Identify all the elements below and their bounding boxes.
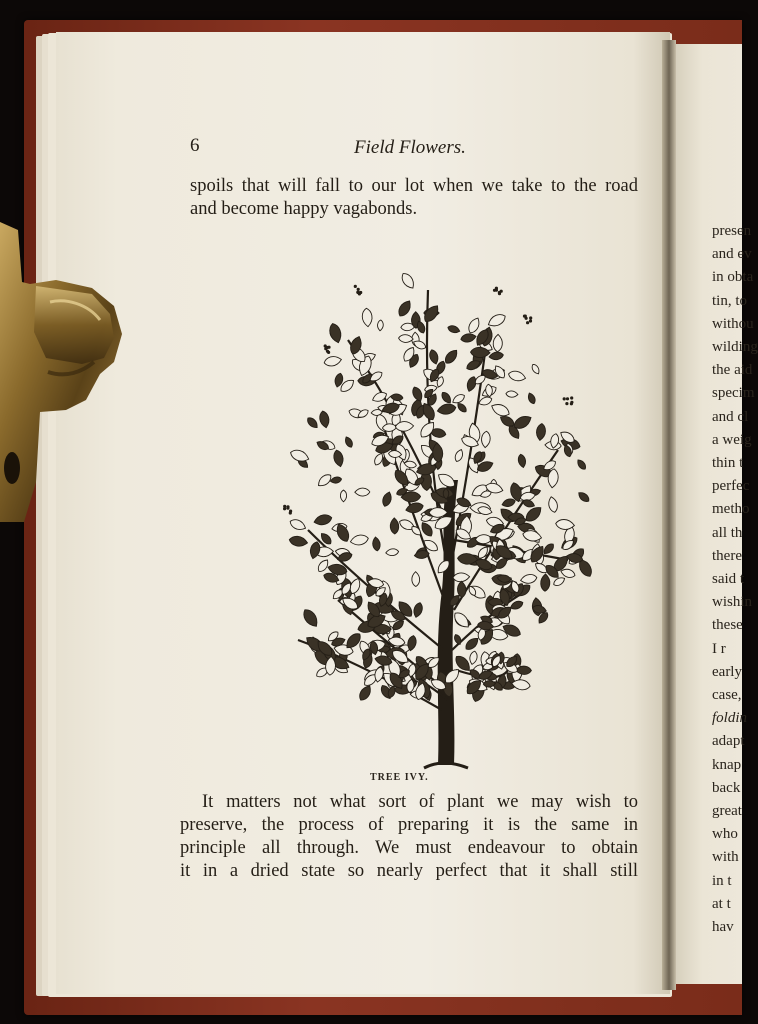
right-page-fragment: perfec bbox=[712, 478, 750, 495]
ivy-berry bbox=[327, 351, 330, 354]
brass-book-clip bbox=[0, 222, 128, 522]
right-page-fragment: said t bbox=[712, 571, 745, 588]
left-page bbox=[56, 32, 670, 994]
tree-leaf bbox=[301, 607, 321, 630]
tree-leaf bbox=[527, 392, 537, 405]
tree-leaf bbox=[506, 391, 518, 398]
tree-leaf bbox=[447, 324, 461, 334]
ivy-berry bbox=[500, 290, 503, 293]
right-page-fragment: back bbox=[712, 779, 741, 796]
tree-leaf bbox=[469, 650, 479, 665]
right-page-fragment: adapt bbox=[712, 733, 745, 750]
ivy-berry bbox=[526, 321, 529, 324]
tree-leaf bbox=[507, 370, 526, 383]
right-page-fragment: in t bbox=[712, 872, 732, 889]
ivy-berry bbox=[529, 319, 532, 322]
tree-leaf bbox=[436, 403, 456, 416]
tree-leaf bbox=[328, 322, 344, 344]
running-head: Field Flowers. bbox=[354, 137, 466, 158]
tree-leaf bbox=[398, 334, 413, 343]
right-page-fragment: early bbox=[712, 663, 742, 680]
tree-leaf bbox=[440, 390, 453, 404]
right-page-fragment: hav bbox=[712, 919, 734, 936]
right-page-fragment: and cl bbox=[712, 408, 749, 425]
ivy-berry bbox=[289, 510, 292, 513]
right-page-fragment: there bbox=[712, 547, 742, 564]
right-page-fragment: great bbox=[712, 803, 742, 820]
ivy-berry bbox=[354, 285, 357, 288]
tree-leaf bbox=[460, 332, 477, 343]
tree-leaf bbox=[385, 548, 399, 556]
right-page-fragment: who bbox=[712, 826, 738, 843]
tree-leaf bbox=[396, 298, 414, 318]
tree-leaf bbox=[377, 320, 383, 331]
right-page-fragment: the aid bbox=[712, 362, 753, 379]
tree-leaf bbox=[452, 610, 472, 631]
tree-leaf bbox=[340, 490, 346, 502]
right-page-fragment: metho bbox=[712, 501, 750, 518]
tree-leaf bbox=[381, 491, 393, 508]
paragraph-bottom bbox=[180, 791, 638, 883]
text-line: principle all through. We must endeavour to obtain bbox=[180, 838, 638, 858]
tree-leaf bbox=[493, 334, 503, 352]
right-page-fragment: knap bbox=[712, 756, 742, 773]
tree-leaf bbox=[362, 308, 373, 327]
right-page-fragment: foldin bbox=[712, 710, 748, 727]
tree-leaf bbox=[501, 498, 516, 509]
tree-leaf bbox=[456, 401, 468, 413]
right-page-fragment: a weig bbox=[712, 431, 752, 448]
tree-leaf bbox=[453, 633, 463, 645]
right-page-fragment: specim bbox=[712, 385, 755, 402]
tree-leaf bbox=[490, 401, 512, 418]
tree-leaf bbox=[576, 458, 588, 471]
book-gutter bbox=[662, 40, 676, 990]
right-page-fragment: presen bbox=[712, 223, 752, 239]
ivy-berry bbox=[563, 397, 566, 400]
tree-leaf bbox=[530, 363, 541, 375]
tree-leaf bbox=[355, 488, 370, 496]
ivy-berry bbox=[283, 507, 286, 510]
tree-leaf bbox=[412, 602, 424, 619]
right-page-fragment: wilding bbox=[712, 339, 758, 356]
tree-roots bbox=[424, 763, 468, 768]
right-page-fragment: all th bbox=[712, 524, 743, 541]
tree-leaf bbox=[305, 416, 319, 430]
tree-leaf bbox=[349, 534, 369, 547]
ivy-berry bbox=[529, 316, 532, 319]
tree-leaf bbox=[547, 496, 559, 513]
tree-leaf bbox=[489, 351, 504, 360]
ivy-berry bbox=[324, 344, 327, 347]
tree-leaf bbox=[542, 542, 556, 556]
tree-leaf bbox=[517, 454, 527, 469]
tree-leaf bbox=[428, 349, 440, 365]
tree-leaf bbox=[410, 525, 423, 538]
tree-leaf bbox=[412, 572, 420, 587]
tree-leaf bbox=[523, 504, 544, 524]
tree-leaf bbox=[288, 517, 307, 532]
tree-leaf bbox=[313, 513, 333, 527]
right-page-fragment: withou bbox=[712, 315, 754, 332]
tree-leaf bbox=[399, 271, 416, 291]
right-page-fragment: in obta bbox=[712, 269, 754, 286]
page-number: 6 bbox=[190, 135, 200, 156]
tree-engraving bbox=[283, 271, 594, 768]
ivy-berry bbox=[565, 402, 568, 405]
right-page-fragment: thin t bbox=[712, 455, 744, 472]
text-line: preserve, the process of preparing it is the same in bbox=[180, 815, 638, 835]
right-page-fragment: case, bbox=[712, 687, 742, 704]
tree-leaf bbox=[466, 316, 482, 335]
right-page-fragment: with bbox=[712, 849, 739, 866]
tree-leaf bbox=[308, 541, 321, 560]
tree-leaf bbox=[520, 573, 538, 584]
ivy-berry bbox=[523, 315, 526, 318]
tree-leaf bbox=[318, 410, 330, 429]
tree-leaf bbox=[535, 423, 546, 441]
right-page bbox=[676, 44, 758, 984]
ivy-berry bbox=[357, 288, 360, 291]
tree-leaf bbox=[372, 536, 381, 551]
tree-leaf bbox=[330, 476, 342, 484]
tree-leaf bbox=[443, 348, 460, 366]
tree-leaf bbox=[316, 558, 331, 574]
tree-ivy-illustration bbox=[228, 230, 578, 770]
tree-leaf bbox=[357, 684, 374, 703]
tree-leaf bbox=[453, 448, 464, 462]
right-page-fragment: at t bbox=[712, 895, 731, 912]
paragraph-top bbox=[190, 175, 638, 221]
ivy-berry bbox=[495, 287, 498, 290]
tree-leaf bbox=[323, 355, 342, 367]
tree-leaf bbox=[411, 385, 425, 402]
right-page-fragment: wishin bbox=[712, 594, 753, 611]
right-page-fragment: these bbox=[712, 617, 743, 634]
tree-leaf bbox=[405, 501, 425, 514]
right-page-fragment: I r bbox=[712, 640, 726, 657]
right-page-fragment: and ev bbox=[712, 246, 752, 263]
text-line: it in a dried state so nearly perfect that it shall still bbox=[180, 861, 638, 881]
tree-leaf bbox=[332, 449, 345, 468]
ivy-berry bbox=[570, 402, 573, 405]
right-page-fragment: tin, to bbox=[712, 292, 748, 309]
text-line: It matters not what sort of plant we may wish to bbox=[202, 792, 638, 812]
ivy-berry bbox=[356, 291, 359, 294]
ivy-berry bbox=[566, 397, 569, 400]
tree-leaf bbox=[486, 312, 507, 329]
tree-leaf bbox=[288, 535, 308, 548]
tree-leaf bbox=[540, 574, 550, 592]
tree-leaf bbox=[390, 518, 399, 534]
figure-caption: TREE IVY. bbox=[370, 772, 429, 783]
ivy-berry bbox=[570, 396, 573, 399]
tree-leaf bbox=[481, 431, 491, 448]
text-line: and become happy vagabonds. bbox=[190, 199, 418, 219]
right-page-text bbox=[712, 220, 758, 939]
ivy-berry bbox=[286, 507, 289, 510]
text-line: spoils that will fall to our lot when we take to the road bbox=[190, 176, 638, 196]
tree-leaf bbox=[344, 436, 355, 449]
tree-leaf bbox=[577, 490, 591, 504]
